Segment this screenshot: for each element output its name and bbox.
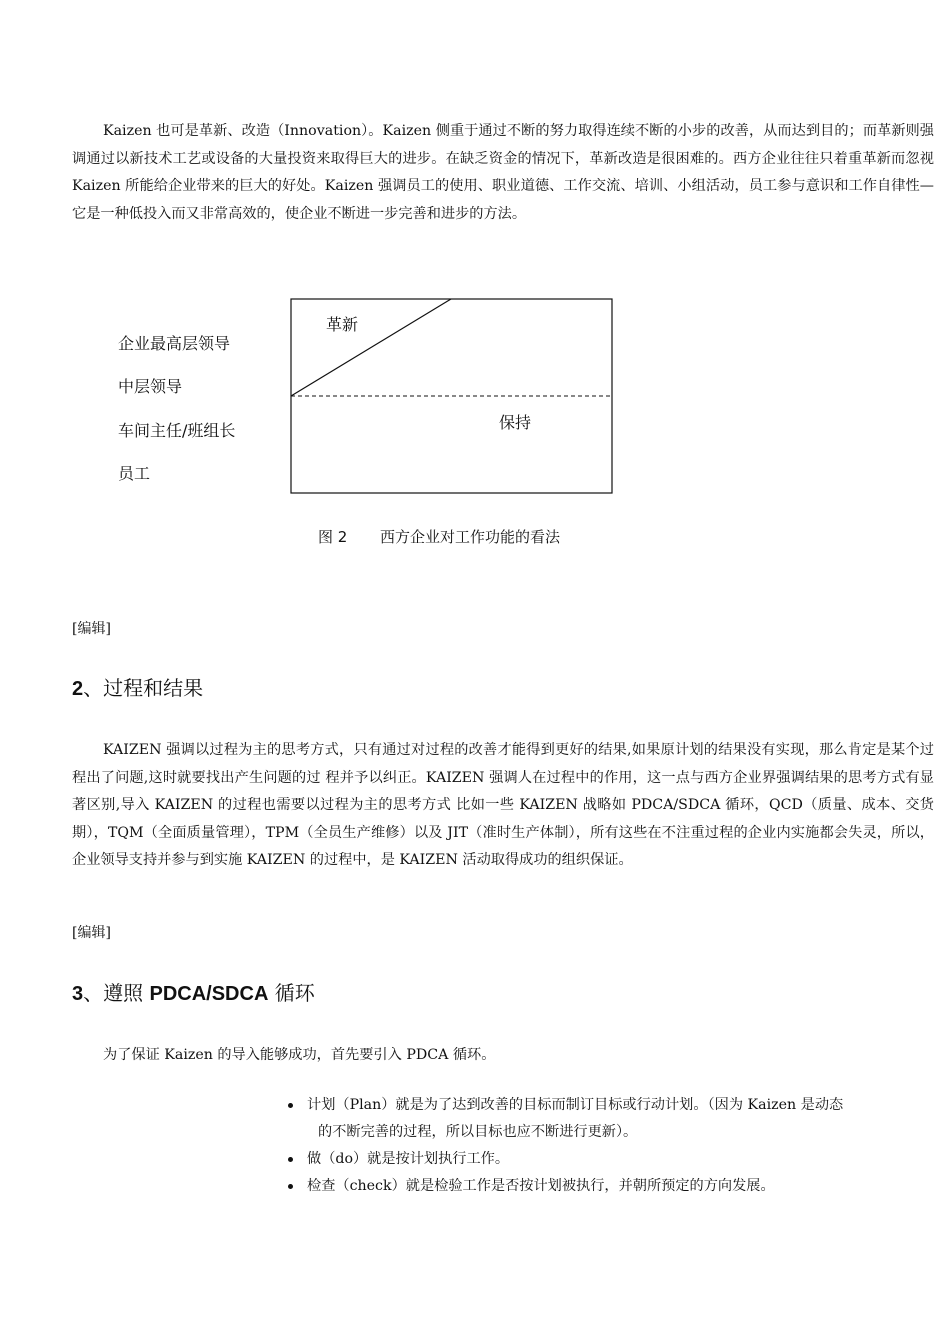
bullet-icon (288, 1184, 293, 1189)
list-item-continuation: 的不断完善的过程，所以目标也应不断进行更新）。 (318, 1124, 638, 1140)
intro-paragraph: Kaizen 也可是革新、改造（Innovation）。Kaizen 侧重于通过不断的努力取得连续不断的小步的改善，从而达到目的；而革新则强调通过以新技术工艺或设备的大量投资来取得巨大的进步。在缺乏资金的情况下，革新改造是很困难的。西方企业往往只着重革新而忽视 Kaizen 所能给企业带来的巨大的好处。Kaizen 强调员工的使用、职业道德、工作交流、培训、小组活动，员工参与意识和工作自律性—它是一种低投入而又非常高效的，使企业不断进一步完善和进步的方法。 (72, 123, 934, 222)
section-2-number: 2 (72, 678, 84, 700)
role-worker: 员工 (118, 464, 151, 483)
caption-number: 图 2 (318, 528, 348, 546)
section-3-title-bold: PDCA/SDCA (149, 983, 269, 1005)
section-3-intro: 为了保证 Kaizen 的导入能够成功，首先要引入 PDCA 循环。 (103, 1047, 496, 1063)
list-item-text: 做（do）就是按计划执行工作。 (307, 1151, 510, 1167)
section-3-number: 3 (72, 983, 84, 1005)
role-middle-management: 中层领导 (118, 377, 183, 396)
section-3-title-suffix: 循环 (268, 981, 315, 1005)
section-2-paragraph: KAIZEN 强调以过程为主的思考方式，只有通过对过程的改善才能得到更好的结果,如果原计划的结果没有实现，那么肯定是某个过程出了问题,这时就要找出产生问题的过 程并予以纠正。KAIZEN 强调人在过程中的作用，这一点与西方企业界强调结果的思考方式有显著区别,导入 KAIZEN 的过程也需要以过程为主的思考方式 比如一些 KAIZEN 战略如 PDCA/SDCA 循环，QCD（质量、成本、交货期），TQM（全面质量管理），TPM（全员生产维修）以及 JIT（准时生产体制），所有这些在不注重过程的企业内实施都会失灵，所以，企业领导支持并参与到实施 KAIZEN 的过程中，是 KAIZEN 活动取得成功的组织保证。 (72, 742, 934, 868)
section-2-heading (72, 672, 203, 701)
bullet-icon (288, 1103, 293, 1108)
list-item (285, 1092, 915, 1146)
list-item-text: 检查（check）就是检验工作是否按计划被执行，并朝所预定的方向发展。 (307, 1178, 775, 1194)
list-item (285, 1173, 915, 1200)
innovation-line (291, 299, 451, 396)
section-3-heading (72, 977, 315, 1006)
role-supervisor: 车间主任/班组长 (118, 421, 236, 440)
list-item-text: 计划（Plan）就是为了达到改善的目标而制订目标或行动计划。（因为 Kaizen 是动态 (307, 1097, 844, 1113)
figure-diagram (0, 0, 950, 600)
edit-link[interactable]: [编辑] (72, 621, 111, 637)
section-3-title-prefix: 、遵照 (83, 981, 150, 1005)
role-top-management: 企业最高层领导 (118, 334, 231, 353)
section-2-title: 、过程和结果 (83, 676, 204, 700)
pdca-list (285, 1092, 915, 1200)
caption-text: 西方企业对工作功能的看法 (380, 528, 561, 546)
zone-maintain-label: 保持 (499, 413, 532, 432)
list-item (285, 1146, 915, 1173)
zone-innovation-label: 革新 (326, 315, 359, 334)
edit-link[interactable]: [编辑] (72, 925, 111, 941)
bullet-icon (288, 1157, 293, 1162)
